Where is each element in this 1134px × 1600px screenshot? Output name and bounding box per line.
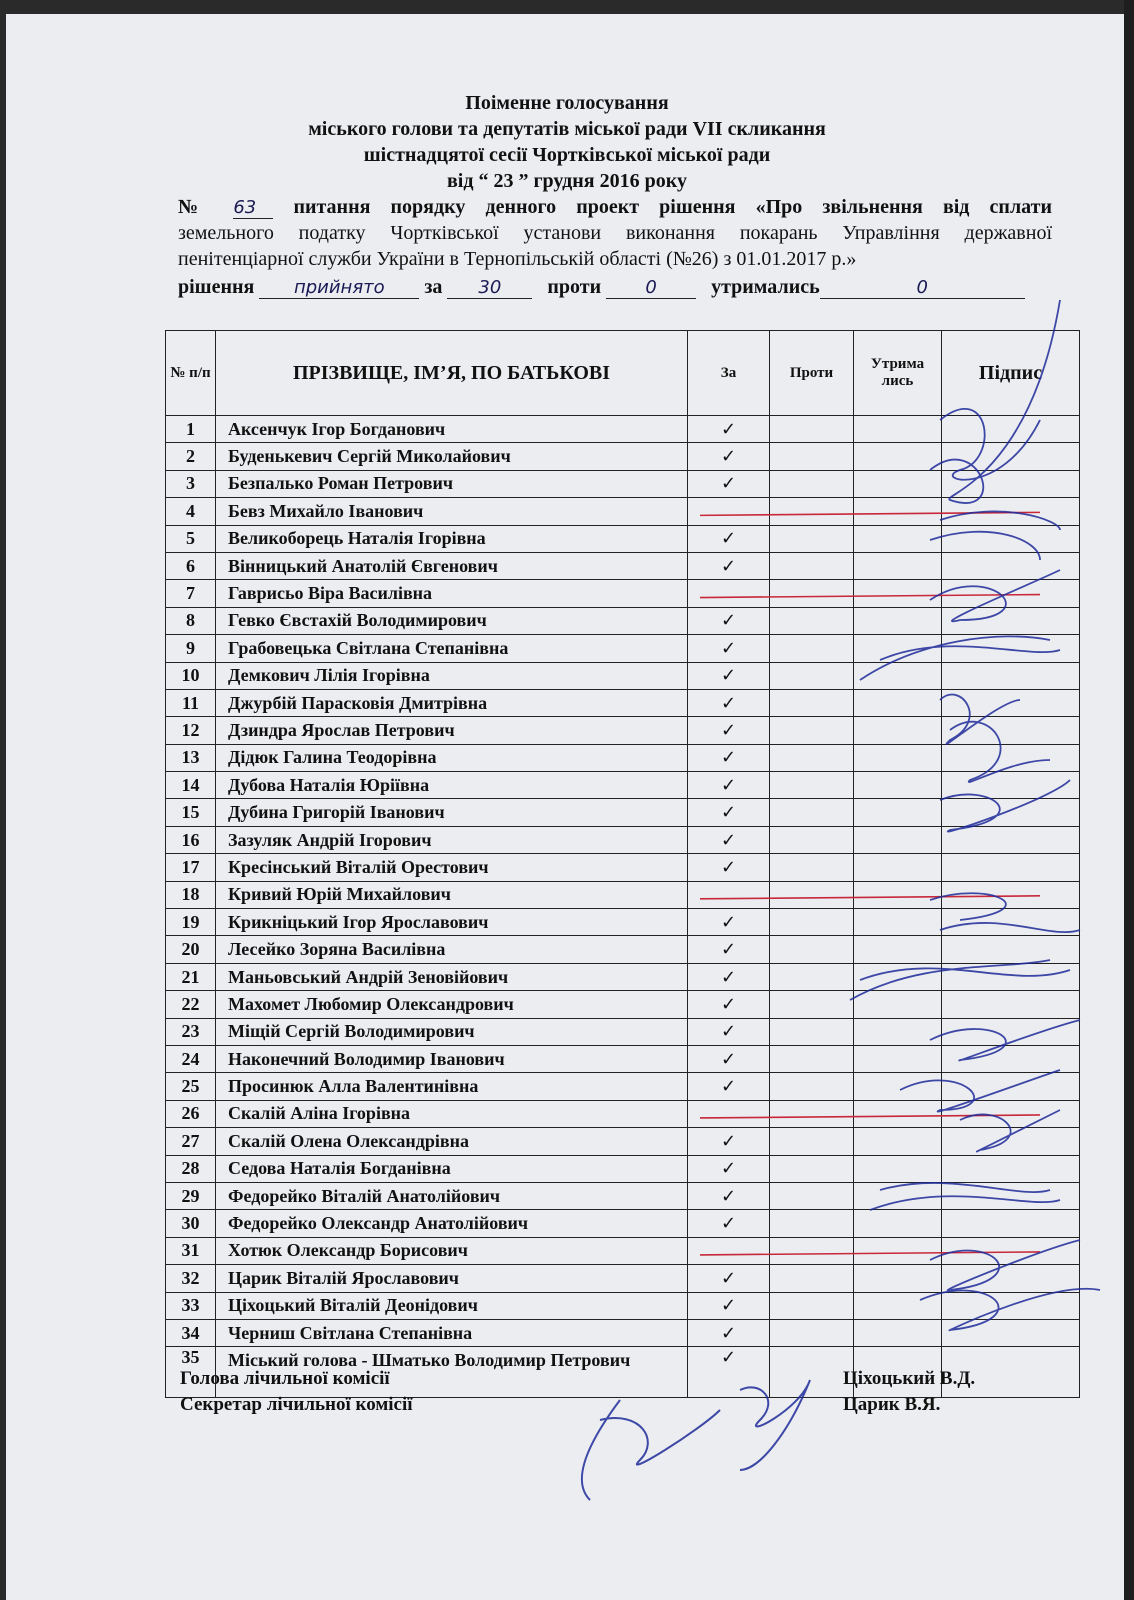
row-name: Черниш Світлана Степанівна xyxy=(216,1319,688,1346)
row-number: 4 xyxy=(166,498,216,525)
col-for-header: За xyxy=(688,331,770,416)
row-number: 7 xyxy=(166,580,216,607)
row-vote-for: ✓ xyxy=(688,1155,770,1182)
row-vote-for: ✓ xyxy=(688,909,770,936)
row-number: 12 xyxy=(166,717,216,744)
commission-secretary-name: Царик В.Я. xyxy=(843,1394,941,1415)
row-number: 8 xyxy=(166,607,216,634)
row-name: Ціхоцький Віталій Деонідович xyxy=(216,1292,688,1319)
row-name: Кривий Юрій Михайлович xyxy=(216,881,688,908)
row-number: 17 xyxy=(166,854,216,881)
row-number: 32 xyxy=(166,1265,216,1292)
row-number: 23 xyxy=(166,1018,216,1045)
row-vote-for: ✓ xyxy=(688,1182,770,1209)
commission-secretary-label: Секретар лічильної комісії xyxy=(180,1394,413,1415)
doc-title: Поіменне голосування xyxy=(465,92,669,114)
row-vote-for: ✓ xyxy=(688,744,770,771)
decision-value: прийнято xyxy=(259,278,419,299)
row-name: Зазуляк Андрій Ігорович xyxy=(216,826,688,853)
row-vote-for: ✓ xyxy=(688,1319,770,1346)
row-vote-for: ✓ xyxy=(688,1018,770,1045)
row-name: Скалій Аліна Ігорівна xyxy=(216,1100,688,1127)
row-number: 18 xyxy=(166,881,216,908)
row-vote-for: ✓ xyxy=(688,635,770,662)
row-vote-for: ✓ xyxy=(688,799,770,826)
row-name: Махомет Любомир Олександрович xyxy=(216,991,688,1018)
row-vote-for: ✓ xyxy=(688,991,770,1018)
row-vote-for: ✓ xyxy=(688,1292,770,1319)
decision-line: рішення прийнято за 30 проти 0 утримались 0 xyxy=(178,276,1058,299)
row-number: 15 xyxy=(166,799,216,826)
row-name: Великоборець Наталія Ігорівна xyxy=(216,525,688,552)
row-number: 21 xyxy=(166,963,216,990)
row-name: Гевко Євстахій Володимирович xyxy=(216,607,688,634)
row-name: Седова Наталія Богданівна xyxy=(216,1155,688,1182)
row-name: Демкович Лілія Ігорівна xyxy=(216,662,688,689)
row-name: Аксенчук Ігор Богданович xyxy=(216,416,688,443)
row-name: Хотюк Олександр Борисович xyxy=(216,1237,688,1264)
row-number: 11 xyxy=(166,689,216,716)
row-name: Безпалько Роман Петрович xyxy=(216,470,688,497)
row-number: 27 xyxy=(166,1128,216,1155)
row-name: Дубова Наталія Юріївна xyxy=(216,772,688,799)
handwritten-signatures xyxy=(850,300,1100,1330)
row-number: 6 xyxy=(166,552,216,579)
row-number: 16 xyxy=(166,826,216,853)
row-number: 26 xyxy=(166,1100,216,1127)
row-number: 33 xyxy=(166,1292,216,1319)
agenda-number: 63 xyxy=(233,198,273,219)
row-name: Просинюк Алла Валентинівна xyxy=(216,1073,688,1100)
row-name: Міщій Сергій Володимирович xyxy=(216,1018,688,1045)
row-number: 35 xyxy=(166,1347,216,1398)
row-name: Буденькевич Сергій Миколайович xyxy=(216,443,688,470)
commission-signatures xyxy=(582,1380,810,1500)
votes-abstain: 0 xyxy=(820,278,1025,299)
agenda-line-2: земельного податку Чортківської установи виконання покарань Управління державної xyxy=(178,222,1052,244)
row-vote-for: ✓ xyxy=(688,416,770,443)
col-abstain-header: Утрима лись xyxy=(854,331,942,416)
row-name: Джурбій Парасковія Дмитрівна xyxy=(216,689,688,716)
row-vote-for: ✓ xyxy=(688,717,770,744)
agenda-line-1: № 63 питання порядку денного проект рішення «Про звільнення від сплати xyxy=(178,196,1052,218)
absent-strike-line xyxy=(700,595,1040,598)
row-number: 14 xyxy=(166,772,216,799)
row-number: 30 xyxy=(166,1210,216,1237)
commission-head-name: Ціхоцький В.Д. xyxy=(843,1368,976,1389)
row-number: 28 xyxy=(166,1155,216,1182)
col-against-header: Проти xyxy=(770,331,854,416)
row-name: Крикніцький Ігор Ярославович xyxy=(216,909,688,936)
row-number: 31 xyxy=(166,1237,216,1264)
row-vote-for: ✓ xyxy=(688,1128,770,1155)
row-name: Федорейко Олександр Анатолійович xyxy=(216,1210,688,1237)
row-vote-for: ✓ xyxy=(688,1073,770,1100)
row-vote-for: ✓ xyxy=(688,1045,770,1072)
row-name: Маньовський Андрій Зеновійович xyxy=(216,963,688,990)
doc-subtitle-1: міського голови та депутатів міської ради VІІ скликання xyxy=(308,118,826,140)
agenda-text-1: питання порядку денного проект рішення «Про звільнення від сплати xyxy=(293,196,1052,218)
row-name: Скалій Олена Олександрівна xyxy=(216,1128,688,1155)
row-number: 34 xyxy=(166,1319,216,1346)
col-name-header: ПРІЗВИЩЕ, ІМ’Я, ПО БАТЬКОВІ xyxy=(216,331,688,416)
row-name: Федорейко Віталій Анатолійович xyxy=(216,1182,688,1209)
row-number: 3 xyxy=(166,470,216,497)
row-vote-for: ✓ xyxy=(688,963,770,990)
row-vote-for: ✓ xyxy=(688,525,770,552)
row-vote-for: ✓ xyxy=(688,1265,770,1292)
row-vote-for: ✓ xyxy=(688,1210,770,1237)
row-number: 24 xyxy=(166,1045,216,1072)
row-name: Бевз Михайло Іванович xyxy=(216,498,688,525)
row-number: 29 xyxy=(166,1182,216,1209)
row-name: Грабовецька Світлана Степанівна xyxy=(216,635,688,662)
row-name: Лесейко Зоряна Василівна xyxy=(216,936,688,963)
col-signature-header: Підпис xyxy=(942,331,1080,416)
row-vote-for: ✓ xyxy=(688,470,770,497)
row-vote-for: ✓ xyxy=(688,443,770,470)
agenda-line-3: пенітенціарної служби України в Тернопільській області (№26) з 01.01.2017 р.» xyxy=(178,248,857,270)
row-number: 19 xyxy=(166,909,216,936)
absent-strike-line xyxy=(700,896,1040,899)
row-vote-for: ✓ xyxy=(688,826,770,853)
row-number: 25 xyxy=(166,1073,216,1100)
col-number-header: № п/п xyxy=(166,331,216,416)
row-number: 9 xyxy=(166,635,216,662)
row-number: 20 xyxy=(166,936,216,963)
doc-date: від “ 23 ” грудня 2016 року xyxy=(447,170,687,192)
row-vote-for: ✓ xyxy=(688,689,770,716)
row-name: Міський голова - Шматько Володимир Петрович xyxy=(216,1347,688,1398)
row-number: 10 xyxy=(166,662,216,689)
absent-strike-line xyxy=(700,512,1040,515)
row-name: Наконечний Володимир Іванович xyxy=(216,1045,688,1072)
row-name: Дубина Григорій Іванович xyxy=(216,799,688,826)
row-name: Вінницький Анатолій Євгенович xyxy=(216,552,688,579)
row-number: 13 xyxy=(166,744,216,771)
row-name: Гаврисьо Віра Василівна xyxy=(216,580,688,607)
row-vote-for: ✓ xyxy=(688,854,770,881)
row-number: 22 xyxy=(166,991,216,1018)
doc-subtitle-2: шістнадцятої сесії Чортківської міської ради xyxy=(363,144,771,166)
commission-head-label: Голова лічильної комісії xyxy=(180,1368,390,1389)
votes-against: 0 xyxy=(606,278,696,299)
row-name: Дідюк Галина Теодорівна xyxy=(216,744,688,771)
row-vote-for: ✓ xyxy=(688,607,770,634)
row-name: Дзиндра Ярослав Петрович xyxy=(216,717,688,744)
row-number: 1 xyxy=(166,416,216,443)
row-name: Царик Віталій Ярославович xyxy=(216,1265,688,1292)
row-vote-for: ✓ xyxy=(688,1347,770,1398)
votes-for: 30 xyxy=(447,278,532,299)
row-vote-for: ✓ xyxy=(688,552,770,579)
row-vote-for: ✓ xyxy=(688,662,770,689)
row-vote-for: ✓ xyxy=(688,772,770,799)
row-vote-for: ✓ xyxy=(688,936,770,963)
row-number: 5 xyxy=(166,525,216,552)
row-number: 2 xyxy=(166,443,216,470)
row-name: Кресінський Віталій Орестович xyxy=(216,854,688,881)
